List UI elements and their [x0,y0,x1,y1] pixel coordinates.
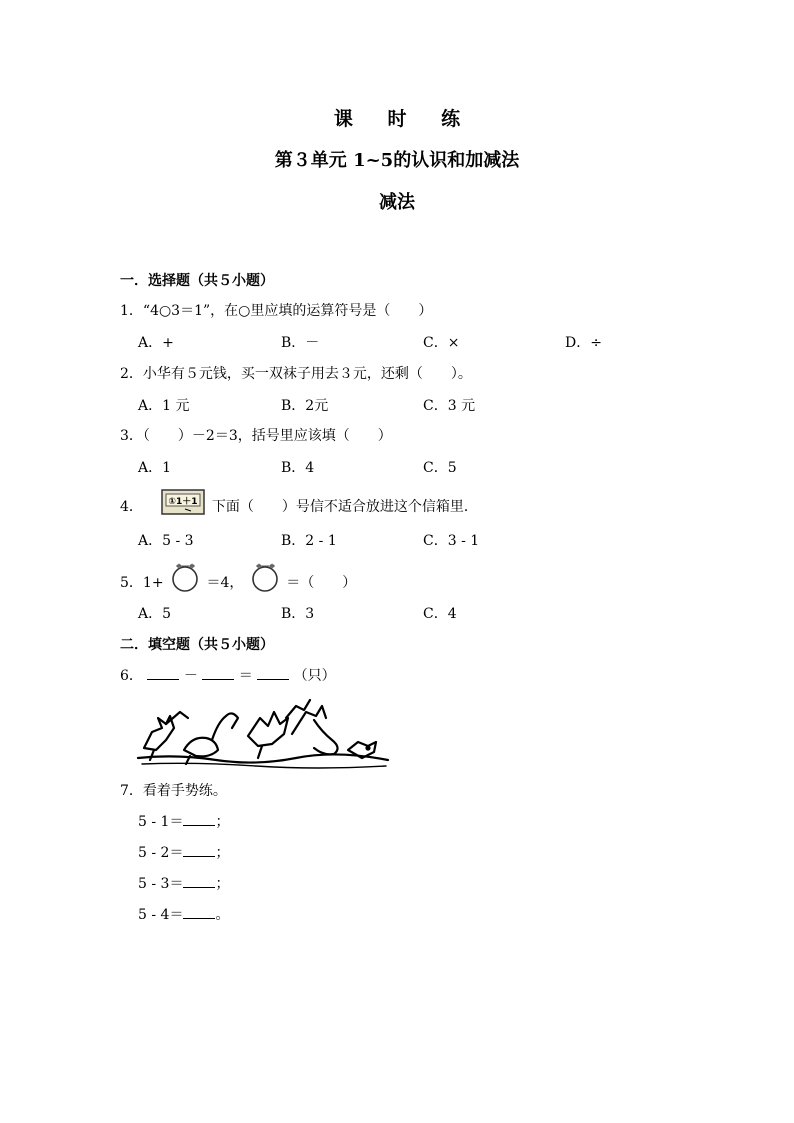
q4-option-c: C．3 - 1 [423,533,480,549]
section-choice-heading: 一．选择题（共５小题） [120,273,274,289]
q2-option-c: C．3 元 [423,398,476,414]
q7-line-4 [138,904,229,924]
q2-option-b: B．2元 [281,398,329,414]
q5-suffix: ＝（ ） [286,575,357,591]
unit-title: 第３单元 1~5的认识和加减法 [274,150,520,171]
q7-end-1: ； [215,814,230,830]
q6-unit: （只） [293,668,336,684]
question-3-stem: 3．（ ）－2＝3，括号里应该填（ ） [120,428,392,444]
q6-blank-3[interactable] [257,665,289,680]
question-5-stem [120,565,356,601]
q4-number: 4． [120,499,143,515]
q7-line-2 [138,842,229,862]
q7-end-3: ； [215,876,230,892]
q7-line-3 [138,873,229,893]
q6-blank-1[interactable] [147,665,179,680]
ring-with-bead-icon [168,561,202,597]
q7-end-2: ； [215,845,230,861]
q7-blank-2[interactable] [183,842,215,857]
question-4-stem [120,492,478,522]
q4-stem-text: 下面（ ）号信不适合放进这个信箱里． [211,499,478,515]
birds-drawing [136,688,392,772]
q5-mid: ＝4， [206,575,244,591]
question-1-stem: 1．“4○3＝1”，在○里应填的运算符号是（ ） [120,303,433,319]
q6-equals: ＝ [238,668,253,684]
q5-option-b: B．3 [281,606,315,622]
question-2-stem: 2．小华有５元钱，买一双袜子用去３元，还剩（ ）。 [120,366,472,382]
mailbox-icon [161,489,205,519]
q1-option-d: D．÷ [565,335,602,351]
q7-line-1 [138,811,229,831]
q7-expr-4: 5 - 4＝ [138,907,184,923]
question-6-stem [120,665,336,685]
q6-blank-2[interactable] [202,665,234,680]
mailbox-label: ①1＋1 [168,497,198,507]
q3-option-b: B．4 [281,460,315,476]
q6-number: 6． [120,668,143,684]
q7-blank-1[interactable] [183,811,215,826]
q2-option-a: A．1 元 [138,398,190,414]
q5-option-c: C．4 [423,606,457,622]
ring-with-bead-icon [248,561,282,597]
q1-option-a: A．+ [138,335,174,351]
q5-option-a: A．5 [138,606,172,622]
q7-blank-4[interactable] [183,904,215,919]
q3-option-a: A．1 [138,460,172,476]
q4-option-b: B．2 - 1 [281,533,337,549]
section-fill-heading: 二．填空题（共５小题） [120,637,274,653]
q5-prefix: 5．1+ [120,575,164,591]
q7-expr-3: 5 - 3＝ [138,876,184,892]
page-title: 课 时 练 [333,108,475,130]
q7-expr-1: 5 - 1＝ [138,814,184,830]
q3-option-c: C．5 [423,460,457,476]
q1-option-b: B．－ [281,335,320,351]
q6-minus: － [183,668,198,684]
q7-end-4: 。 [215,907,230,923]
q7-blank-3[interactable] [183,873,215,888]
question-7-stem: 7．看着手势练。 [120,783,227,799]
lesson-title: 减法 [379,192,415,213]
q4-option-a: A．5 - 3 [138,533,194,549]
q7-expr-2: 5 - 2＝ [138,845,184,861]
q1-option-c: C．× [423,335,460,351]
